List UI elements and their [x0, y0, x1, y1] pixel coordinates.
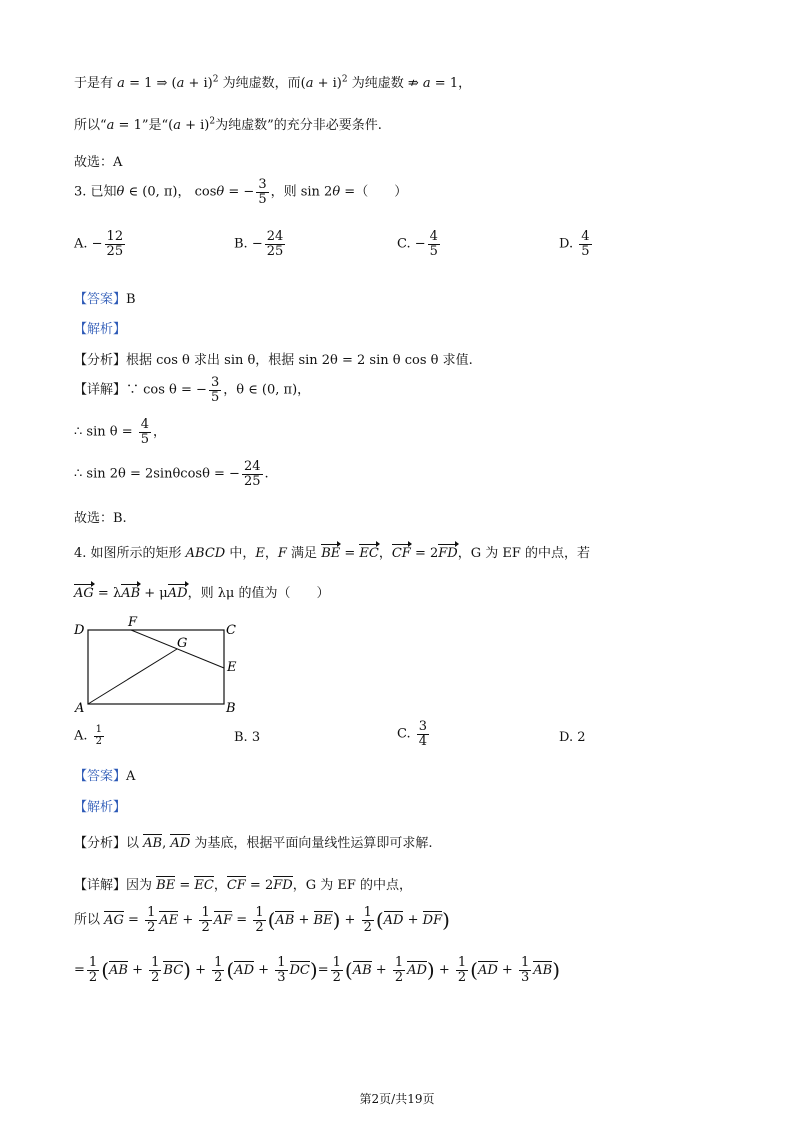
q3-option-c: C. − $\frac{4}{5}$ — [397, 229, 438, 259]
q4-step-1: 所以 AG = $\frac{1}{2}$ AE + $\frac{1}{2}$ AF = $\frac{1}{2}$ (AB + BE) + $\frac{1}{2}$ (AD + DF) — [74, 905, 450, 935]
label-c: C — [226, 623, 236, 638]
q3-option-a: A. − $\frac{12}{25}$ — [74, 229, 124, 259]
segment-ag — [88, 649, 177, 704]
question-4-stem-line1: 4. 如图所示的矩形 ABCD 中，E，F 满足 BE = EC，CF = 2FD，G 为 EF 的中点，若 — [74, 542, 590, 561]
q4-fenxi: 【分析】以 AB, AD 为基底，根据平面向量线性运算即可求解. — [74, 832, 432, 851]
question-3-stem: 3. 已知θ ∈ (0, π)， cosθ = − $\frac{3}{5}$ ，则 sin 2θ =（ ） — [74, 177, 408, 207]
q3-option-b: B. − $\frac{24}{25}$ — [234, 229, 284, 259]
q4-step-2: = $\frac{1}{2}$ (AB + $\frac{1}{2}$ BC) + $\frac{1}{2}$ (AD + $\frac{1}{3}$ DC)= $\frac{1}{2}$ (AB + $\frac{1}{2}$ AD) + $\frac{1}{2}$ (AD + $\frac{1}{3}$ AB) — [74, 955, 561, 985]
label-a: A — [75, 701, 85, 716]
label-e: E — [227, 660, 237, 675]
q3-xiangjie-2: ∴ sin θ = $\frac{4}{5}$ ， — [74, 417, 167, 447]
page-footer: 第2页/共19页 — [359, 1092, 435, 1106]
label-f: F — [128, 615, 138, 630]
q3-answer: 【答案】B — [74, 292, 136, 307]
label-b: B — [226, 701, 236, 716]
q3-fenxi: 【分析】根据 cos θ 求出 sin θ，根据 sin 2θ = 2 sin θ cos θ 求值. — [74, 353, 473, 368]
q4-option-a: A. $\frac{1}{2}$ — [74, 724, 103, 747]
question-4-stem-line2: AG = λAB + μAD，则 λμ 的值为（ ） — [74, 582, 330, 601]
label-g: G — [177, 636, 188, 651]
q4-option-d: D. 2 — [559, 730, 586, 745]
q3-analysis-tag: 【解析】 — [74, 322, 127, 337]
text-line-3: 故选：A — [74, 155, 123, 170]
rectangle-abcd — [88, 630, 224, 704]
text-line-1: 于是有 a = 1 ⇒ $(a + i)^2$ 为纯虚数，而$(a + i)^2$ 为纯虚数 ⇏ a = 1， — [74, 74, 472, 91]
q4-option-b: B. 3 — [234, 730, 261, 745]
q4-analysis-tag: 【解析】 — [74, 800, 127, 815]
q4-answer: 【答案】A — [74, 769, 136, 784]
label-d: D — [74, 623, 85, 638]
q3-xiangjie-1: 【详解】∵ cos θ = − $\frac{3}{5}$ ，θ ∈ (0, π)， — [74, 375, 311, 405]
q3-conclusion: 故选：B. — [74, 511, 127, 526]
text-line-2: 所以“a = 1”是“$(a + i)^2$为纯虚数”的充分非必要条件. — [74, 116, 382, 133]
rectangle-figure — [70, 612, 250, 716]
q3-option-d: D. $\frac{4}{5}$ — [559, 229, 590, 259]
q4-option-c: C. $\frac{3}{4}$ — [397, 719, 428, 749]
q4-xiangjie: 【详解】因为 BE = EC，CF = 2FD，G 为 EF 的中点， — [74, 874, 412, 893]
q3-xiangjie-3: ∴ sin 2θ = 2sinθcosθ = − $\frac{24}{25}$ . — [74, 459, 269, 489]
